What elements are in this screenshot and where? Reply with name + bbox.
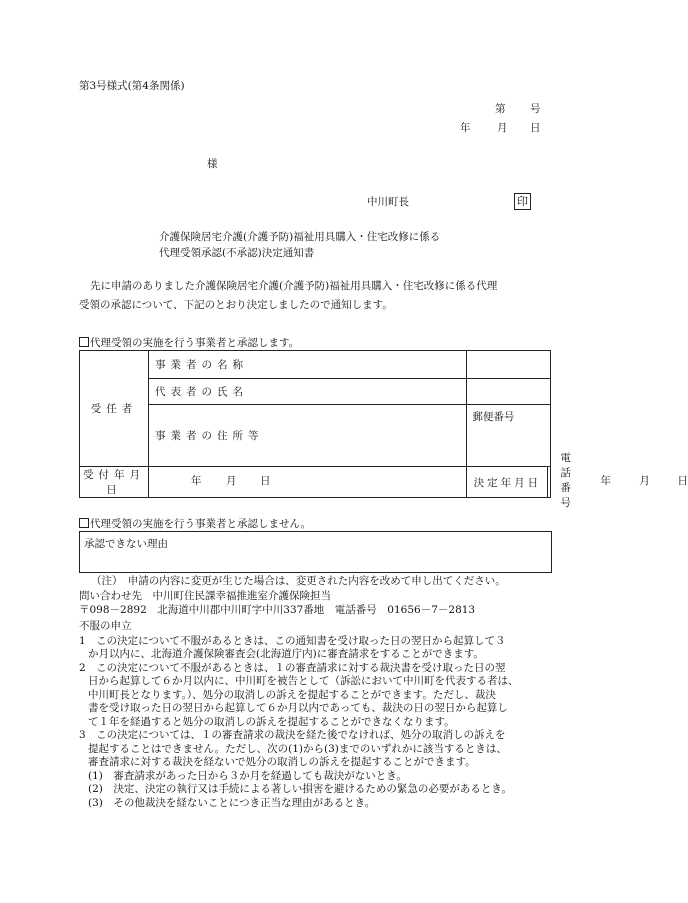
postal-label: 郵便番号 (472, 411, 515, 423)
note-text: （注） 申請の内容に変更が生じた場合は、変更された内容を改めて申し出てください。 (91, 575, 506, 587)
number-go: 号 (530, 103, 541, 115)
date-month: 月 (497, 122, 508, 134)
appeal-item-2-line-2: 日から起算して６か月以内に、中川町を被告として（訴訟において中川町を代表する者は、 (88, 675, 519, 687)
appeal-heading: 不服の申立 (79, 620, 132, 632)
appeal-sub-1: (1) 審査請求があった日から３か月を経過しても裁決がないとき。 (88, 770, 407, 782)
seal-icon: 印 (514, 193, 531, 210)
row-label-name: 事業者の名称 (149, 351, 467, 379)
phone-label: 電話番号 (560, 452, 571, 509)
table-group-label: 受任者 (80, 351, 149, 467)
received-date-label: 受付年月日 (80, 467, 149, 498)
received-day: 日 (260, 475, 271, 487)
intro-line-2: 受領の承認について、下記のとおり決定しましたので通知します。 (79, 299, 393, 311)
recipient-honorific: 様 (207, 158, 218, 170)
appeal-item-2-line-1: 2 この決定について不服があるときは、１の審査請求に対する裁決書を受け取った日の翌 (79, 662, 506, 674)
appeal-item-2-line-5: て１年を経過すると処分の取消しの訴えを提起することができなくなります。 (88, 716, 455, 728)
intro-line-1: 先に申請のありました介護保険居宅介護(介護予防)福祉用具購入・住宅改修に係る代理 (90, 280, 498, 292)
row-label-address: 事業者の住所等 (149, 405, 467, 467)
appeal-item-1-line-1: 1 この決定について不服があるときは、この通知書を受け取った日の翌日から起算して３ (79, 635, 506, 647)
approved-checkbox-row[interactable] (79, 335, 299, 350)
date-day: 日 (530, 122, 541, 134)
contractor-name-field[interactable] (467, 351, 551, 379)
appeal-item-2-line-3: 中川町長となります。）、処分の取消しの訴えを提起することができます。ただし、裁決 (88, 689, 496, 701)
date-year: 年 (460, 122, 471, 134)
contractor-table (79, 350, 688, 509)
reason-label: 承認できない理由 (84, 538, 168, 550)
appeal-item-3-line-3: 審査請求に対する裁決を経ないで処分の取消しの訴えを提起することができます。 (88, 756, 476, 768)
received-year: 年 (191, 475, 202, 487)
appeal-sub-2: (2) 決定、決定の執行又は手続による著しい損害を避けるための緊急の必要があるとき。 (88, 783, 512, 795)
appeal-item-1-line-2: か月以内に、北海道介護保険審査会(北海道庁内)に審査請求をすることができます。 (88, 648, 484, 660)
decision-day: 日 (677, 475, 688, 487)
appeal-item-3-line-1: 3 この決定については、１の審査請求の裁決を経た後でなければ、処分の取消しの訴えを (79, 729, 506, 741)
rejected-checkbox-row[interactable] (79, 516, 311, 531)
title-line-1: 介護保険居宅介護(介護予防)福祉用具購入・住宅改修に係る (159, 231, 441, 243)
contact-text: 問い合わせ先 中川町住民課幸福推進室介護保険担当 (79, 590, 331, 602)
row-label-rep: 代表者の氏名 (149, 379, 467, 405)
number-dai: 第 (495, 103, 506, 115)
issuer-name: 中川町長 (367, 196, 409, 208)
form-id: 第3号様式(第4条関係) (79, 80, 185, 92)
decision-date-label: 決定年月日 (467, 467, 548, 498)
appeal-item-2-line-4: 書を受け取った日の翌日から起算して６か月以内であっても、裁決の日の翌日から起算し (88, 702, 508, 714)
approved-checkbox[interactable] (79, 337, 89, 347)
appeal-sub-3: (3) その他裁決を経ないことにつき正当な理由があるとき。 (88, 797, 376, 809)
representative-name-field[interactable] (467, 379, 551, 405)
decision-month: 月 (639, 475, 650, 487)
received-date-field[interactable] (149, 467, 467, 498)
received-month: 月 (226, 475, 237, 487)
reason-box[interactable] (79, 531, 552, 573)
approved-checkbox-label: 代理受領の実施を行う事業者と承認します。 (90, 337, 300, 349)
rejected-checkbox[interactable] (79, 518, 89, 528)
title-line-2: 代理受領承認(不承認)決定通知書 (159, 247, 315, 259)
rejected-checkbox-label: 代理受領の実施を行う事業者と承認しません。 (90, 518, 312, 530)
contact-address: 〒098－2892 北海道中川郡中川町字中川337番地 電話番号 01656－7－2813 (79, 604, 476, 616)
appeal-item-3-line-2: 提起することはできません。ただし、次の(1)から(3)までのいずれかに該当するときは、 (88, 743, 507, 755)
decision-year: 年 (600, 475, 611, 487)
